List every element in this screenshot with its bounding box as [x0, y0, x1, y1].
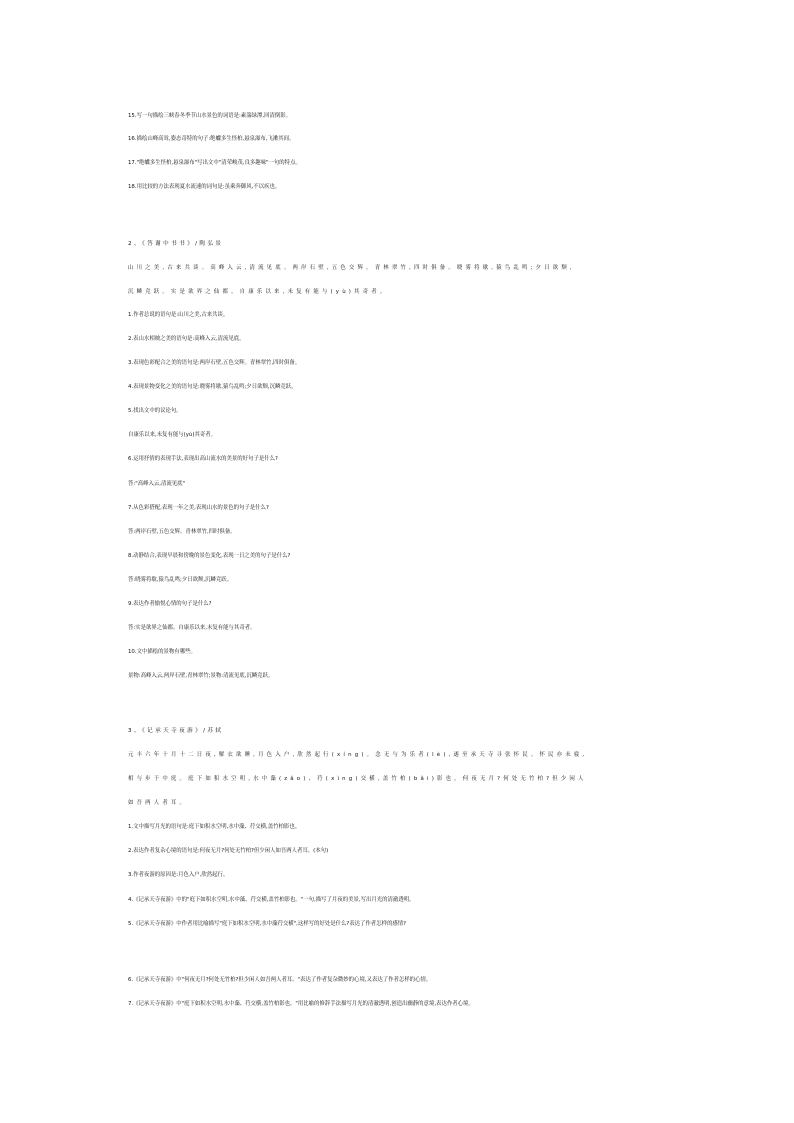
question-line: 3.作者夜游的原因是:月色入户,欣然起行。 [128, 872, 229, 878]
question-line: 6.运用抒情的表现手法,表现出高山流水的美景的好句子是什么? [128, 456, 278, 462]
question-line: 10.文中描绘的景物有哪些。 [128, 649, 196, 655]
answer-line: 自康乐以来,未复有能与(yù)其奇者。 [128, 432, 216, 438]
question-line: 8.动静结合,表现早晨和傍晚的景色变化,表现一日之美的句子是什么? [128, 553, 291, 559]
question-line: 5.《记承天寺夜游》中作者用比喻描写"庭下如积水空明,水中藻荇交横",这样写的好处是什么?表达了作者怎样的感情? [128, 921, 407, 927]
question-line: 5.找出文中的议论句。 [128, 408, 182, 414]
question-line: 4.《记承天寺夜游》中的"庭下如积水空明,水中藻、荇交横,盖竹柏影也。"一句,描写了月夜的美景,写出月光的清澈透明。 [128, 897, 415, 903]
answer-line: 答:实是欲界之仙都。自康乐以来,未复有能与其奇者。 [128, 625, 256, 631]
question-line: 2.表达作者复杂心境的语句是:何夜无月?何处无竹柏?但少闲人如吾两人者耳。(本句) [128, 848, 329, 854]
answer-line-16: 16.描绘山峰高耸,姿态奇特的句子:绝巘多生怪柏,悬泉瀑布,飞漱其间。 [128, 136, 295, 142]
answer-line: 景物:高峰入云,两岸石壁,青林翠竹;景物:清流见底,沉鳞竞跃。 [128, 673, 274, 679]
section-3-text-line-1: 元丰六年十月十二日夜,解衣欲睡,月色入户,欣然起行(xíng)。念无与为乐者(lè),遂至承天寺寻张怀民。怀民亦未寝, [128, 752, 588, 758]
question-line: 7.《记承天寺夜游》中"庭下如积水空明,水中藻、荇交横,盖竹柏影也。"用比喻的修辞手法描写月光的清澈透明,创造出幽静的意境,表达作者心境。 [128, 1001, 474, 1007]
section-3-text-line-2: 相与步于中庭。庭下如积水空明,水中藻(zǎo)、荇(xìng)交横,盖竹柏(bǎi)影也。何夜无月?何处无竹柏?但少闲人 [128, 776, 587, 782]
section-2-heading: 2、《答谢中书书》/陶弘景 [128, 241, 224, 247]
answer-line-17: 17."绝巘多生怪柏,悬泉瀑布"写出文中"清荣峻茂,良多趣味"一句的特点。 [128, 160, 301, 166]
question-line: 1.作者总说的语句是:山川之美,古来共谈。 [128, 312, 229, 318]
question-line: 9.表达作者愉悦心情的句子是什么? [128, 601, 212, 607]
question-line: 6.《记承天寺夜游》中"何夜无月?何处无竹柏?但少闲人如吾两人者耳。"表达了作者复杂微妙的心境,又表达了作者怎样的心情。 [128, 977, 432, 983]
answer-line-18: 18.用比较的方法表现夏水流速的词句是:虽乘奔御风,不以疾也。 [128, 184, 281, 190]
question-line: 4.表现景物变化之美的语句是:晓雾将歇,猿鸟乱鸣;夕日欲颓,沉鳞竞跃。 [128, 384, 297, 390]
answer-line-15: 15.写一句描绘三峡春冬季节山水景色的词语是:素湍绿潭,回清倒影。 [128, 113, 292, 119]
section-3-text-line-3: 如吾两人者耳。 [128, 800, 189, 806]
answer-line: 答:晓雾将歇,猿鸟乱鸣;夕日欲颓,沉鳞竞跃。 [128, 577, 233, 583]
section-2-text-line-2: 沉鳞竞跃。实是欲界之仙都。自康乐以来,未复有能与(yù)其奇者。 [128, 289, 389, 295]
answer-line: 答:两岸石壁,五色交辉。青林翠竹,四时俱备。 [128, 529, 236, 535]
answer-line: 答:"高峰入云,清流见底" [128, 481, 186, 487]
question-line: 2.表山水相映之美的语句是:高峰入云,清流见底。 [128, 336, 245, 342]
section-2-text-line-1: 山川之美,古来共谈。高峰入云,清流见底。两岸石壁,五色交辉。青林翠竹,四时俱备。晓雾将歇,猿鸟乱鸣;夕日欲颓, [128, 265, 575, 271]
question-line: 3.表现色彩配合之美的语句是:两岸石壁,五色交辉。青林翠竹,四时俱备。 [128, 360, 301, 366]
question-line: 1.文中描写月光的语句是:庭下如积水空明,水中藻、荇交横,盖竹柏影也。 [128, 824, 301, 830]
question-line: 7.从色彩搭配,表现一年之美,表现山水的景色的句子是什么? [128, 505, 269, 511]
section-3-heading: 3、《记承天寺夜游》/苏轼 [128, 728, 224, 734]
